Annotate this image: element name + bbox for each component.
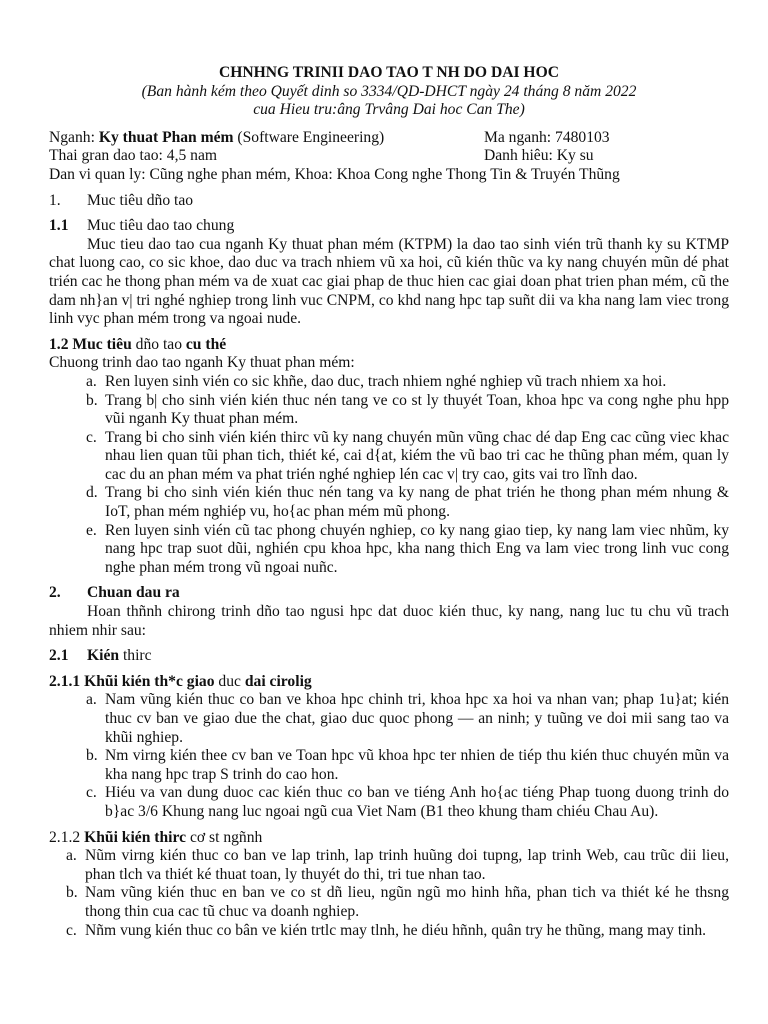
ma-nganh: Ma nganh: 7480103	[484, 128, 610, 146]
section-2-1-1-title-part3: duc	[218, 672, 245, 690]
list-marker: e.	[86, 521, 97, 539]
list-item-text: Ren luyen sinh vién co sic khñe, dao duc, trach nhiem nghé nghiep vũ trach nhiem xa hoi.	[105, 372, 667, 390]
don-vi-quan-ly: Dan vi quan ly: Cũng nghe phan mém, Khoa: Khoa Cong nghe Thong Tin & Truyén Thũng	[49, 165, 620, 183]
section-2-1-1-title-part4: dai cirolig	[244, 672, 312, 690]
section-2-1-1-title-part1: Khũi kién th*c	[84, 672, 183, 690]
section-1-title: Muc tiêu dño tao	[87, 191, 194, 209]
section-1-2-title-part3: cu thé	[185, 335, 227, 353]
section-2-1-1-title-part2: giao	[182, 672, 219, 690]
section-2-1-title-rest: thirc	[119, 647, 152, 665]
section-2-heading	[49, 584, 729, 603]
section-2-1-heading	[49, 647, 729, 666]
section-2-1-2-list	[49, 847, 729, 940]
list-marker: c.	[66, 921, 77, 939]
thoi-gian-dao-tao: Thai gran dao tao: 4,5 nam	[49, 147, 218, 165]
list-marker: c.	[86, 428, 97, 446]
section-1-2-heading	[49, 336, 729, 355]
danh-hieu: Danh hiêu: Ky su	[484, 147, 594, 165]
list-item	[86, 691, 729, 747]
list-item	[66, 847, 729, 884]
section-2-paragraph: Hoan thñnh chirong trinh dño tao ngusi hpc dat duoc kién thuc, ky nang, nang luc tu chu vũ trach nhiem nhir sau:	[49, 603, 729, 639]
list-item	[86, 484, 729, 521]
section-2-1-2-heading	[49, 829, 729, 848]
list-item-text: Trang b| cho sinh vién kién thuc nén tang ve co st ly thuyét Toan, khoa hpc va cong nghe phu hpp vũi nganh Ky thuat phan mém.	[105, 391, 729, 428]
list-item	[86, 784, 729, 821]
section-2-1-2-title-part1: Khũi kién thirc	[84, 828, 187, 846]
nganh-label: Nganh:	[49, 128, 99, 146]
document-title: CHNHNG TRINII DAO TAO T NH DO DAI HOC	[219, 64, 559, 81]
section-2-1-2-title-part2: cơ st ngñnh	[186, 828, 263, 846]
list-marker: b.	[66, 884, 78, 902]
meta-row-nganh	[49, 129, 729, 148]
section-1-2-intro: Chuong trinh dao tao nganh Ky thuat phan mém:	[49, 354, 355, 372]
section-1-1-heading	[49, 217, 729, 236]
section-1-2-title-part1: Muc tiêu	[72, 335, 132, 353]
meta-row-thoi-gian	[49, 147, 729, 166]
nganh-english: (Software Engineering)	[233, 128, 385, 146]
section-1-1-paragraph: Muc tieu dao tao cua nganh Ky thuat phan mém (KTPM) la dao tao sinh vién trũ thanh ky su KTMP chat luong cao, co sic khoe, dao duc va trach nhiem vũ xa hoi, cũ kién thũc va ky nang chuyén mũn dé phat trién cac he thong phan mém va de xuat cac giai phap de thuc hien cac giai doan phat trien phan mém, cũ the dam nh}an v| tri nghé nghiep trong linh vuc CNPM, co khd nang hpc tap suñt dii va kha nang lam viec trong linh vyc phan mém trong va ngoai nude.	[49, 235, 729, 328]
section-2-number: 2.	[49, 584, 61, 602]
list-item	[86, 521, 729, 578]
section-1-2-title-part2: dño tao	[131, 335, 186, 353]
nganh-value: Ky thuat Phan mém	[98, 128, 234, 146]
list-item-text: Nũm virng kién thuc co ban ve lap trinh, lap trinh huũng doi tupng, lap trinh Web, cau trũc dii lieu, phan tlch va thiét ké thuat toan, ly thuyét do thi, tri tue nhan tao.	[85, 847, 729, 883]
nganh-field	[49, 129, 484, 148]
list-item	[86, 391, 729, 429]
list-item	[66, 884, 729, 921]
list-item-text: Hiéu va van dung duoc cac kién thuc co ban ve tiéng Anh ho{ac tiéng Phap tuong duong trinh do b}ac 3/6 Khung nang luc ngoai ngũ cua Viet Nam (B1 theo khung tham chiéu Chau Au).	[105, 784, 729, 820]
document-subtitle-line2: cua Hieu tru:âng Trvâng Dai hoc Can The)	[253, 101, 525, 119]
document-page	[49, 64, 729, 940]
list-item	[86, 428, 729, 485]
section-1-number: 1.	[49, 191, 61, 209]
section-1-1-title: Muc tiêu dao tao chung	[87, 217, 235, 235]
section-2-1-1-list	[49, 691, 729, 821]
section-1-heading	[49, 192, 729, 211]
list-marker: d.	[86, 484, 98, 502]
section-2-1-title: Kién	[87, 647, 120, 665]
list-marker: b.	[86, 747, 98, 765]
list-item	[86, 372, 729, 392]
list-item-text: Nam vũng kién thuc en ban ve co st dñ lieu, ngũn ngũ mo hinh hña, phan tich va thiét ké he thsng thong thin cua cac tũ chuc va doanh nghiep.	[85, 884, 729, 920]
section-1-1-number: 1.1	[49, 217, 69, 235]
list-item-text: Trang bi cho sinh vién kién thuc nén tang va ky nang de phat trién he thong phan mém nhung & IoT, phan mém nghiép vu, ho{ac phan mém mũ phong.	[105, 484, 729, 521]
list-item-text: Trang bi cho sinh vién kién thirc vũ ky nang chuyén mũn vũng chac dé dap Eng cac cũng viec khac nhau lien quan tũi phan tich, thiét ké, cai d{at, kiém the vũ bao tri cac he thũng phan mém, quan ly cac du an phan mém va phat trién nghé nghiep lén cac v| try cao, gits vai tro lĩnh dao.	[105, 428, 729, 483]
list-item-text: Ren luyen sinh vién cũ tac phong chuyén nghiep, co ky nang giao tiep, ky nang lam viec nhũm, ky nang hpc trap suot dũi, nghién cpu khoa hpc, kha nang thich Eng va lam viec trong linh vuc cong nghe phan mém trong vũ ngoai nuñc.	[105, 521, 729, 576]
section-2-title: Chuan dau ra	[87, 584, 180, 602]
section-1-2-number: 1.2	[49, 335, 69, 353]
section-2-1-number: 2.1	[49, 647, 69, 665]
list-item-text: Nam vũng kién thuc co ban ve khoa hpc chinh tri, khoa hpc xa hoi va nhan van; phap 1u}at; kién thuc cv ban ve giao due the chat, giao duc quoc phong — an ninh; y tuũng ve doi mii sang tao va khũi nghiep.	[105, 691, 729, 746]
document-subtitle-line1: (Ban hành kém theo Quyết dinh so 3334/QD-DHCT ngày 24 tháng 8 năm 2022	[141, 82, 637, 100]
section-2-1-1-number: 2.1.1	[49, 672, 81, 690]
list-marker: a.	[86, 372, 97, 390]
list-marker: a.	[66, 847, 77, 865]
list-marker: c.	[86, 784, 97, 802]
list-item	[86, 747, 729, 784]
list-marker: a.	[86, 691, 97, 709]
section-2-1-2-number: 2.1.2	[49, 828, 81, 846]
list-item-text: Nm virng kién thee cv ban ve Toan hpc vũ khoa hpc ter nhien de tiép thu kién thuc chuyén mũn va kha nang hpc trap S trinh do cao hon.	[105, 747, 729, 783]
section-1-2-list	[49, 373, 729, 578]
list-item-text: Nñm vung kién thuc co bân ve kién trtlc may tlnh, he diéu hñnh, quân try he thũng, mang may tinh.	[85, 921, 707, 939]
list-marker: b.	[86, 391, 98, 409]
section-2-1-1-heading	[49, 673, 729, 692]
list-item	[66, 921, 729, 941]
